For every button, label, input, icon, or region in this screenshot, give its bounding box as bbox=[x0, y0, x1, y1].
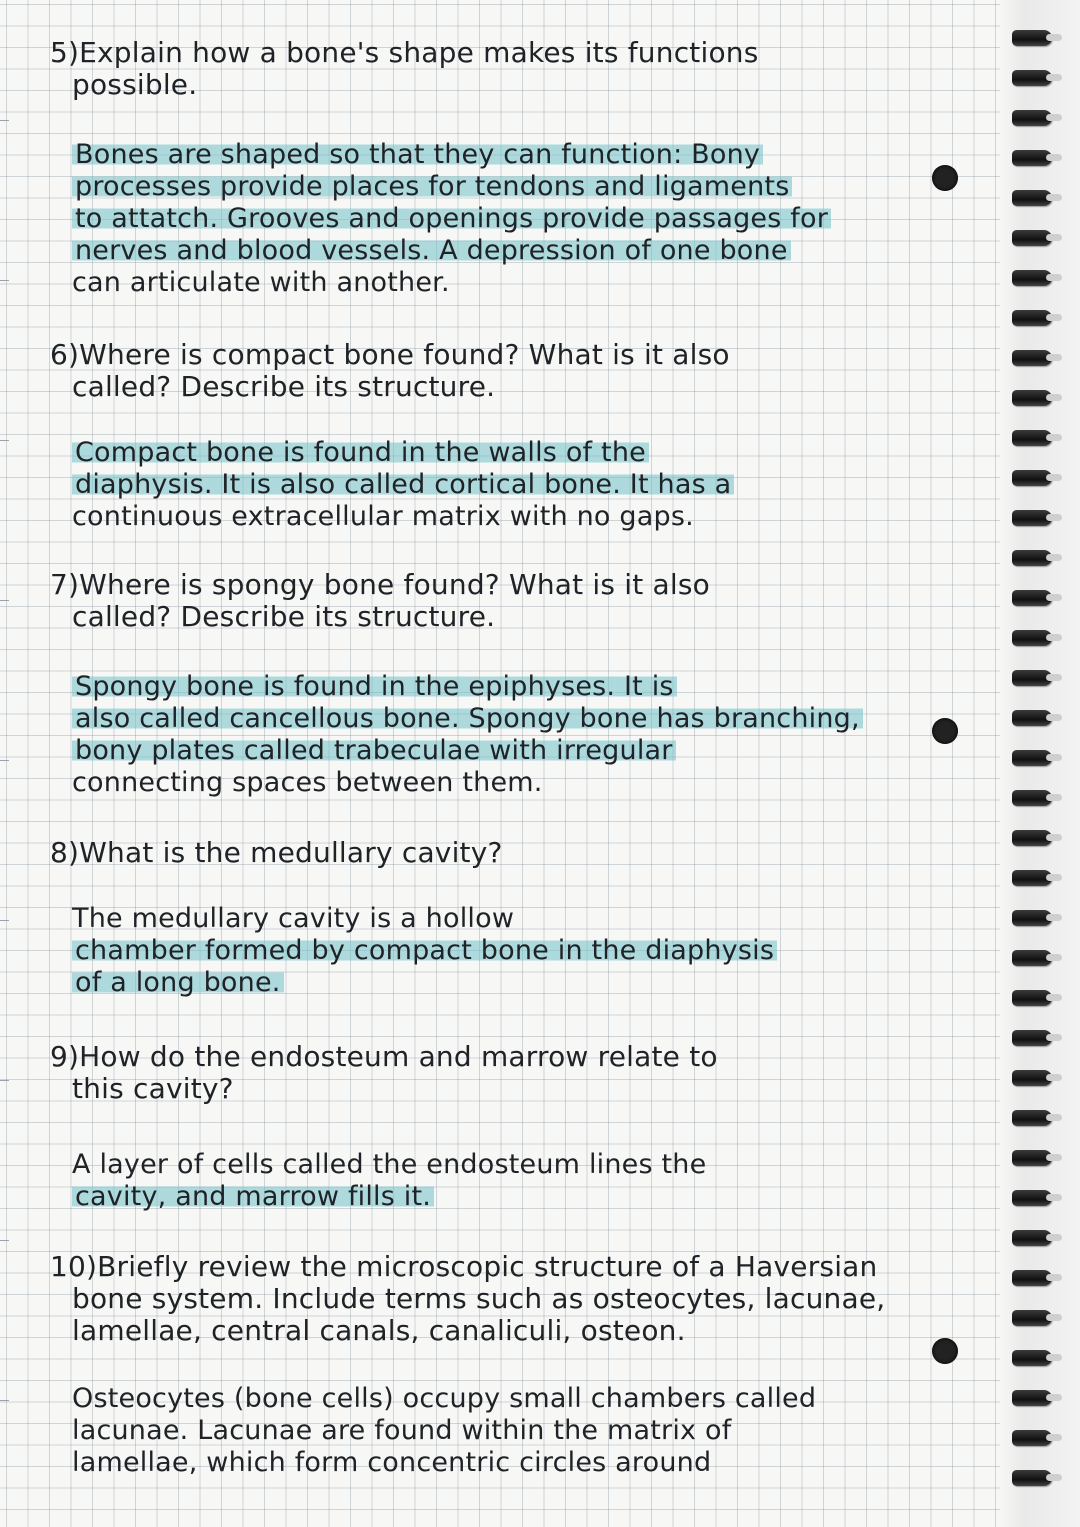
spiral-ring-icon bbox=[1012, 830, 1052, 846]
q5-answer-line-2: processes provide places for tendons and ligaments bbox=[72, 172, 972, 202]
q6-answer-line-2: diaphysis. It is also called cortical bone. It has a bbox=[72, 470, 972, 500]
q7-question-line-2: called? Describe its structure. bbox=[72, 600, 496, 633]
spiral-ring-icon bbox=[1012, 1150, 1052, 1166]
q8-question-line-1: 8)What is the medullary cavity? bbox=[50, 836, 503, 869]
spiral-ring-icon bbox=[1012, 1110, 1052, 1126]
spiral-ring-icon bbox=[1012, 1430, 1052, 1446]
q9-answer-line-2: cavity, and marrow fills it. bbox=[72, 1182, 972, 1212]
q10-question-line-3: lamellae, central canals, canaliculi, osteon. bbox=[72, 1314, 686, 1347]
margin-tick bbox=[0, 1080, 9, 1081]
spiral-ring-icon bbox=[1012, 950, 1052, 966]
margin-tick bbox=[0, 600, 9, 601]
margin-tick bbox=[0, 1240, 9, 1241]
q6-question-line-2: called? Describe its structure. bbox=[72, 370, 496, 403]
margin-tick bbox=[0, 120, 9, 121]
punch-hole-icon bbox=[932, 1338, 958, 1364]
spiral-ring-icon bbox=[1012, 30, 1052, 46]
spiral-ring-icon bbox=[1012, 910, 1052, 926]
q10-question-line-2: bone system. Include terms such as osteocytes, lacunae, bbox=[72, 1282, 886, 1315]
spiral-ring-icon bbox=[1012, 1390, 1052, 1406]
q6-answer-line-3: continuous extracellular matrix with no gaps. bbox=[72, 501, 694, 532]
spiral-ring-icon bbox=[1012, 990, 1052, 1006]
spiral-ring-icon bbox=[1012, 510, 1052, 526]
q9-question-line-2: this cavity? bbox=[72, 1072, 234, 1105]
q6-answer-line-1: Compact bone is found in the walls of the bbox=[72, 438, 972, 468]
spiral-ring-icon bbox=[1012, 110, 1052, 126]
spiral-ring-icon bbox=[1012, 1190, 1052, 1206]
margin-tick bbox=[0, 920, 9, 921]
spiral-ring-icon bbox=[1012, 230, 1052, 246]
spiral-ring-icon bbox=[1012, 1070, 1052, 1086]
punch-hole-icon bbox=[932, 718, 958, 744]
spiral-ring-icon bbox=[1012, 350, 1052, 366]
margin-tick bbox=[0, 760, 9, 761]
spiral-ring-icon bbox=[1012, 1270, 1052, 1286]
spiral-ring-icon bbox=[1012, 470, 1052, 486]
q7-answer-line-1: Spongy bone is found in the epiphyses. It is bbox=[72, 672, 972, 702]
q10-answer-line-1: Osteocytes (bone cells) occupy small chambers called bbox=[72, 1383, 817, 1414]
margin-tick bbox=[0, 440, 9, 441]
q6-question-line-1: 6)Where is compact bone found? What is it also bbox=[50, 338, 730, 371]
margin-tick bbox=[0, 280, 9, 281]
spiral-ring-icon bbox=[1012, 150, 1052, 166]
spiral-ring-icon bbox=[1012, 870, 1052, 886]
margin-tick bbox=[0, 1400, 9, 1401]
spiral-ring-icon bbox=[1012, 390, 1052, 406]
q10-answer-line-3: lamellae, which form concentric circles around bbox=[72, 1447, 712, 1478]
spiral-ring-icon bbox=[1012, 1310, 1052, 1326]
q7-answer-line-4: connecting spaces between them. bbox=[72, 767, 543, 798]
spiral-ring-icon bbox=[1012, 550, 1052, 566]
spiral-ring-icon bbox=[1012, 1470, 1052, 1486]
spiral-ring-icon bbox=[1012, 1030, 1052, 1046]
spiral-ring-icon bbox=[1012, 630, 1052, 646]
spiral-ring-icon bbox=[1012, 790, 1052, 806]
q7-answer-line-2: also called cancellous bone. Spongy bone has branching, bbox=[72, 704, 972, 734]
q5-question-line-2: possible. bbox=[72, 68, 198, 101]
q5-answer-line-5: can articulate with another. bbox=[72, 267, 450, 298]
spiral-ring-icon bbox=[1012, 70, 1052, 86]
q8-answer-line-2: chamber formed by compact bone in the diaphysis bbox=[72, 936, 972, 966]
q10-question-line-1: 10)Briefly review the microscopic structure of a Haversian bbox=[50, 1250, 878, 1283]
spiral-ring-icon bbox=[1012, 1230, 1052, 1246]
q5-question-line-1: 5)Explain how a bone's shape makes its functions bbox=[50, 36, 759, 69]
q10-answer-line-2: lacunae. Lacunae are found within the matrix of bbox=[72, 1415, 732, 1446]
q9-answer-line-1: A layer of cells called the endosteum lines the bbox=[72, 1149, 707, 1180]
q5-answer-line-4: nerves and blood vessels. A depression of one bone bbox=[72, 236, 972, 266]
spiral-ring-icon bbox=[1012, 670, 1052, 686]
spiral-ring-icon bbox=[1012, 750, 1052, 766]
spiral-ring-icon bbox=[1012, 710, 1052, 726]
spiral-ring-icon bbox=[1012, 270, 1052, 286]
spiral-ring-icon bbox=[1012, 430, 1052, 446]
spiral-ring-icon bbox=[1012, 310, 1052, 326]
q7-question-line-1: 7)Where is spongy bone found? What is it also bbox=[50, 568, 711, 601]
q7-answer-line-3: bony plates called trabeculae with irregular bbox=[72, 736, 972, 766]
q8-answer-line-3: of a long bone. bbox=[72, 968, 972, 998]
punch-hole-icon bbox=[932, 165, 958, 191]
q9-question-line-1: 9)How do the endosteum and marrow relate to bbox=[50, 1040, 718, 1073]
q8-answer-line-1: The medullary cavity is a hollow bbox=[72, 903, 515, 934]
q5-answer-line-1: Bones are shaped so that they can function: Bony bbox=[72, 140, 972, 170]
spiral-ring-icon bbox=[1012, 1350, 1052, 1366]
spiral-ring-icon bbox=[1012, 590, 1052, 606]
q5-answer-line-3: to attatch. Grooves and openings provide passages for bbox=[72, 204, 972, 234]
spiral-ring-icon bbox=[1012, 190, 1052, 206]
